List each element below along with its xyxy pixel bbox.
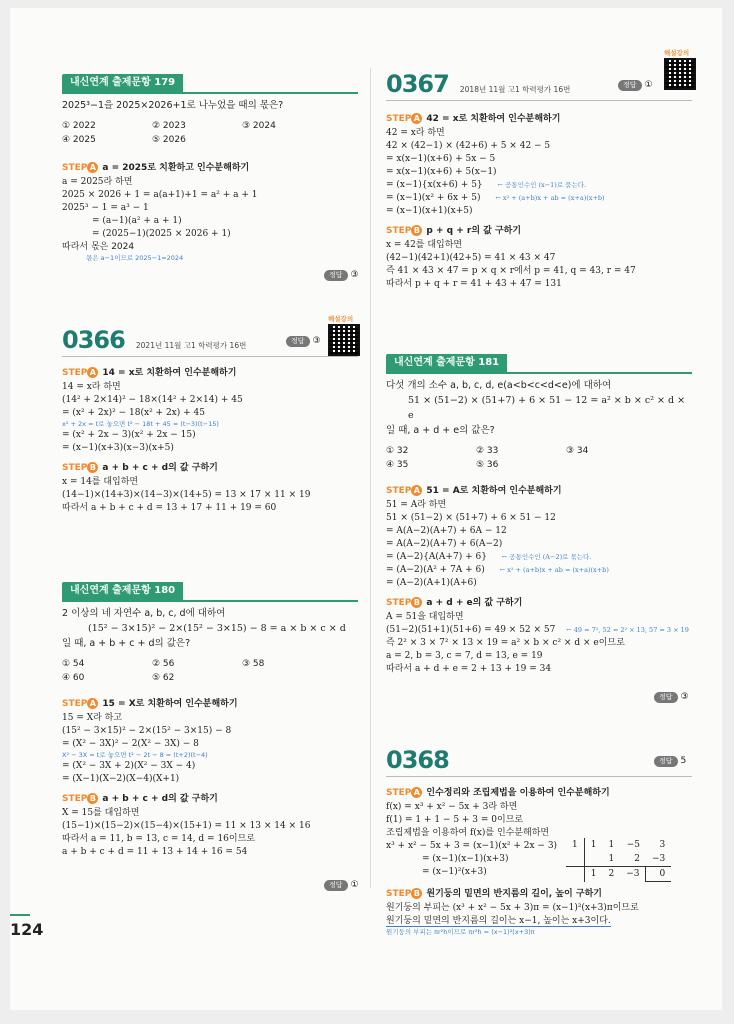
problem-179-choices [62, 119, 358, 147]
solution-line: = (A−2){A(A+7) + 6} ← 공통인수인 (A−2)로 묶는다. [386, 552, 592, 562]
solution-line: 따라서 a = 11, b = 13, c = 14, d = 16이므로 [62, 834, 255, 844]
solution-line: = (x−1)(x+3)(x−3)(x+5) [62, 443, 174, 453]
solution-line: 51 × (51−2) × (51+7) + 6 × 51 − 12 [386, 513, 556, 523]
solution-line: A = 51을 대입하면 [386, 612, 464, 622]
problem-180-choices [62, 657, 358, 685]
synth-cell: 2 [634, 854, 640, 864]
choice[interactable]: ⑤ 36 [476, 460, 499, 470]
solution-note: X² − 3X = t로 놓으면 t² − 2t − 8 = (t+2)(t−4) [62, 751, 208, 759]
problem-0367-header [386, 70, 692, 101]
solution-line: 51 = A라 하면 [386, 500, 447, 510]
choice[interactable]: ① 2022 [62, 121, 96, 131]
choice[interactable]: ⑤ 62 [152, 673, 175, 683]
problem-179-header [62, 74, 358, 94]
solution-0367 [386, 108, 692, 291]
problem-181-question: 다섯 개의 소수 a, b, c, d, e(a<b<c<d<e)에 대하여 [386, 380, 612, 391]
answer-0366: 정답 ③ [286, 336, 321, 347]
qr-code-icon[interactable] [664, 58, 696, 90]
synth-cell: 0 [646, 867, 671, 882]
problem-number: 0367 [386, 70, 449, 98]
solution-line: = x(x−1)(x+6) + 5x − 5 [386, 154, 496, 164]
solution-line: a = 2, b = 3, c = 7, d = 13, e = 19 [386, 651, 543, 661]
synth-cell: 1 [590, 869, 597, 880]
synthetic-division-table [566, 838, 671, 882]
solution-line: 42 = x라 하면 [386, 128, 445, 138]
solution-line: 2025³ − 1 = a³ − 1 [62, 203, 149, 213]
step-b-0367: STEP B p + q + r의 값 구하기 [386, 226, 522, 236]
problem-181-equation: 51 × (51−2) × (51+7) + 6 × 51 − 12 = a² × b × c² × d × e [408, 395, 686, 421]
solution-note: 몫은 a−1이므로 2025−1=2024 [86, 254, 184, 262]
problem-181-header [386, 354, 692, 374]
solution-line: 14 = x라 하면 [62, 382, 121, 392]
problem-180-equation: (15² − 3×15)² − 2×(15² − 3×15) − 8 = a × b × c × d [88, 623, 346, 634]
problem-source: 2018년 11월 고1 학력평가 16번 [459, 85, 571, 94]
solution-line: = (x² + 2x)² − 18(x² + 2x) + 45 [62, 408, 205, 418]
solution-line: = (2025−1)(2025 × 2026 + 1) [92, 229, 231, 239]
synth-cell [566, 867, 584, 882]
step-b-0366: STEP B a + b + c + d의 값 구하기 [62, 463, 218, 473]
problem-181 [386, 378, 692, 676]
choice[interactable]: ① 32 [386, 446, 409, 456]
choice[interactable]: ④ 60 [62, 673, 85, 683]
synth-cell: −3 [651, 854, 666, 864]
qr-label: 해설강의 [328, 315, 354, 323]
solution-line: 따라서 a + d + e = 2 + 13 + 19 = 34 [386, 664, 552, 674]
problem-181-question-end: 일 때, a + d + e의 값은? [386, 425, 495, 436]
solution-line: (15−1)×(15−2)×(15−4)×(15+1) = 11 × 13 × 14 × 16 [62, 821, 311, 831]
solution-0366 [62, 362, 358, 515]
solution-line: 따라서 a + b + c + d = 13 + 17 + 11 + 19 = 60 [62, 503, 277, 513]
solution-line: 원기둥의 밑면의 반지름의 길이는 x−1, 높이는 x+3이다. [386, 916, 611, 926]
problem-179-question: 2025³−1을 2025×2026+1로 나누었을 때의 몫은? [62, 100, 284, 111]
solution-note: ← x² + (a+b)x + ab = (x+a)(x+b) [499, 566, 609, 574]
solution-line: = A(A−2)(A+7) + 6A − 12 [386, 526, 507, 536]
solution-line: a = 2025라 하면 [62, 177, 133, 187]
synth-cell: 3 [659, 840, 666, 850]
answer-0368: 정답 5 [654, 756, 686, 767]
problem-180-header [62, 582, 358, 602]
problem-180 [62, 606, 358, 859]
solution-line: f(x) = x³ + x² − 5x + 3라 하면 [386, 802, 518, 812]
solution-line: = A(A−2)(A+7) + 6(A−2) [386, 539, 503, 549]
choice[interactable]: ④ 2025 [62, 135, 96, 145]
choice[interactable]: ⑤ 2026 [152, 135, 186, 145]
solution-line: 42 × (42−1) × (42+6) + 5 × 42 − 5 [386, 141, 551, 151]
answer-181: 정답 ③ [654, 692, 689, 703]
solution-line: (42−1)(42+1)(42+5) = 41 × 43 × 47 [386, 253, 556, 263]
solution-note: x² + 2x = t로 놓으면 t² − 18t + 45 = (t−3)(t−15) [62, 420, 219, 428]
solution-line: = (x² + 2x − 3)(x² + 2x − 15) [62, 430, 196, 440]
solution-note: ← 공통인수인 (A−2)로 묶는다. [501, 553, 592, 561]
solution-line: = x(x−1)(x+6) + 5(x−1) [386, 167, 497, 177]
solution-line: 조립제법을 이용하여 f(x)를 인수분해하면 [386, 828, 550, 838]
solution-line: = (x−1)(x−1)(x+3) [422, 854, 509, 864]
solution-line: 따라서 몫은 2024 [62, 242, 135, 252]
solution-line: a + b + c + d = 11 + 13 + 14 + 16 = 54 [62, 847, 248, 857]
solution-note: 원기둥의 부피는 πr²h이므로 πr²h = (x−1)²(x+3)π [386, 928, 535, 936]
qr-label: 해설강의 [664, 49, 690, 57]
synth-cell: −3 [626, 869, 640, 880]
solution-line: (15² − 3×15)² − 2×(15² − 3×15) − 8 [62, 726, 232, 736]
synth-cell: 1 [608, 854, 615, 864]
solution-line: 원기둥의 부피는 (x³ + x² − 5x + 3)π = (x−1)²(x+3)π이므로 [386, 903, 639, 913]
choice[interactable]: ③ 58 [242, 659, 265, 669]
solution-line: = (X−1)(X−2)(X−4)(X+1) [62, 774, 180, 784]
solution-line: = (a−1)(a² + a + 1) [92, 216, 182, 226]
solution-line: 즉 2² × 3 × 7² × 13 × 19 = a² × b × c² × d × e이므로 [386, 638, 625, 648]
problem-180-question-end: 일 때, a + b + c + d의 값은? [62, 638, 191, 649]
synth-cell: −5 [626, 840, 640, 850]
solution-line: 즉 41 × 43 × 47 = p × q × r에서 p = 41, q = 43, r = 47 [386, 266, 636, 276]
solution-line: x = 14를 대입하면 [62, 477, 139, 487]
solution-line: x = 42를 대입하면 [386, 240, 463, 250]
solution-line: = (X² − 3X + 2)(X² − 3X − 4) [62, 761, 196, 771]
step-a-0367: STEP A 42 = x로 치환하여 인수분해하기 [386, 114, 561, 124]
choice[interactable]: ③ 2024 [242, 121, 276, 131]
choice[interactable]: ① 54 [62, 659, 85, 669]
problem-0368-header [386, 746, 692, 777]
step-b-0368: STEP B 원기둥의 밑면의 반지름의 길이, 높이 구하기 [386, 889, 602, 899]
synth-cell [584, 852, 602, 867]
synth-cell: 1 [608, 840, 615, 850]
synth-cell: 1 [566, 838, 584, 852]
qr-code-icon[interactable] [328, 324, 360, 356]
synth-row [566, 867, 671, 882]
synth-cell: 2 [608, 869, 615, 880]
problem-number: 0366 [62, 326, 125, 354]
problem-179 [62, 98, 358, 263]
problem-180-tag: 내신연계 출제문항 180 [62, 582, 183, 600]
solution-line: 2025 × 2026 + 1 = a(a+1)+1 = a² + a + 1 [62, 190, 258, 200]
choice[interactable]: ② 33 [476, 446, 499, 456]
page [10, 8, 722, 1010]
solution-line: (14² + 2×14)² − 18×(14² + 2×14) + 45 [62, 395, 243, 405]
problem-180-question: 2 이상의 네 자연수 a, b, c, d에 대하여 [62, 608, 226, 619]
choice[interactable]: ④ 35 [386, 460, 409, 470]
solution-line: = (x−1)(x² + 6x + 5) ← x² + (a+b)x + ab = (x+a)(x+b) [386, 193, 605, 203]
solution-line: 15 = X라 하고 [62, 713, 123, 723]
answer-0367: 정답 ① [618, 80, 653, 91]
step-b-180: STEP B a + b + c + d의 값 구하기 [62, 794, 218, 804]
step-a-180: STEP A 15 = X로 치환하여 인수분해하기 [62, 699, 238, 709]
step-a-181: STEP A 51 = A로 치환하여 인수분해하기 [386, 486, 562, 496]
answer-180: 정답 ① [324, 880, 359, 891]
solution-note: ← x² + (a+b)x + ab = (x+a)(x+b) [495, 194, 605, 202]
problem-181-tag: 내신연계 출제문항 181 [386, 354, 507, 372]
choice[interactable]: ② 56 [152, 659, 175, 669]
solution-line: x³ + x² − 5x + 3 = (x−1)(x² + 2x − 3) [386, 841, 558, 851]
solution-line: (51−2)(51+1)(51+6) = 49 × 52 × 57 ← 49 = 7², 52 = 2² × 13, 57 = 3 × 19 [386, 625, 689, 635]
solution-line: X = 15를 대입하면 [62, 808, 140, 818]
choice[interactable]: ③ 34 [566, 446, 589, 456]
solution-note: ← 49 = 7², 52 = 2² × 13, 57 = 3 × 19 [566, 626, 689, 634]
step-a-0366: STEP A 14 = x로 치환하여 인수분해하기 [62, 368, 237, 378]
problem-source: 2021년 11월 고1 학력평가 16번 [135, 341, 247, 350]
solution-line: = (X² − 3X)² − 2(X² − 3X) − 8 [62, 739, 199, 749]
step-a-0368: STEP A 인수정리와 조립제법을 이용하여 인수분해하기 [386, 788, 610, 798]
answer-179: 정답 ③ [324, 270, 359, 281]
step-a-179: STEP A a = 2025로 치환하고 인수분해하기 [62, 163, 250, 173]
column-divider [370, 68, 371, 888]
solution-line: f(1) = 1 + 1 − 5 + 3 = 0이므로 [386, 815, 524, 825]
synth-row [566, 852, 671, 867]
solution-line: = (A−2)(A² + 7A + 6) ← x² + (a+b)x + ab = (x+a)(x+b) [386, 565, 609, 575]
solution-line: = (x−1)²(x+3) [422, 867, 487, 877]
solution-line: (14−1)×(14+3)×(14−3)×(14+5) = 13 × 17 × 11 × 19 [62, 490, 311, 500]
problem-179-tag: 내신연계 출제문항 179 [62, 74, 183, 92]
solution-line: = (x−1){x(x+6) + 5} ← 공통인수인 (x−1)로 묶는다. [386, 180, 587, 190]
synth-row [566, 838, 671, 852]
problem-181-choices [386, 444, 692, 472]
solution-line: = (A−2)(A+1)(A+6) [386, 578, 477, 588]
step-b-181: STEP B a + d + e의 값 구하기 [386, 598, 523, 608]
problem-0366-header [62, 326, 358, 357]
page-number: 124 [10, 920, 44, 939]
problem-number: 0368 [386, 746, 449, 774]
page-number-rule [10, 914, 30, 916]
solution-line: 따라서 p + q + r = 41 + 43 + 47 = 131 [386, 279, 562, 289]
synth-cell: 1 [590, 840, 597, 850]
solution-line: = (x−1)(x+1)(x+5) [386, 206, 473, 216]
solution-note: ← 공통인수인 (x−1)로 묶는다. [497, 181, 587, 189]
synth-cell [566, 852, 584, 867]
choice[interactable]: ② 2023 [152, 121, 186, 131]
